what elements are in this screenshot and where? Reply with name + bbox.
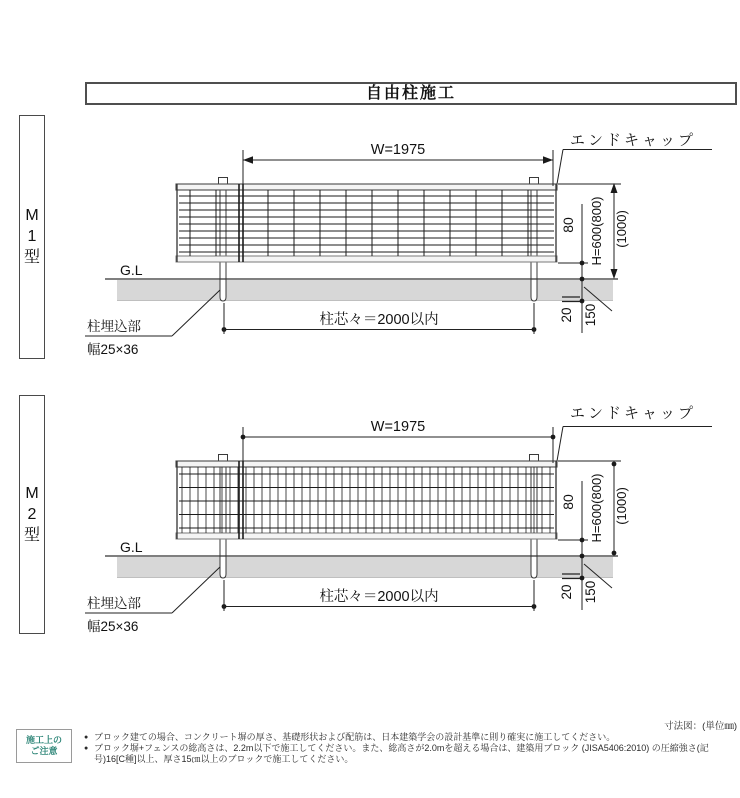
m2-model-label: [19, 395, 45, 634]
m2-ground-level-label: G.L: [120, 539, 143, 555]
note-text: ブロック建ての場合、コンクリート塀の厚さ、基礎形状および配筋は、日本建築学会の設計基準に則り確実に施工してください。: [94, 732, 616, 742]
installation-notes: [84, 732, 736, 765]
m2-post-embed-label-1: 柱埋込部: [87, 596, 141, 611]
m2-post-embed-label-2: 幅25×36: [87, 619, 139, 634]
bullet-icon: ●: [84, 745, 89, 752]
page-title: 自由柱施工: [85, 82, 737, 105]
m1-height-dim-alt-label: (1000): [614, 210, 629, 248]
m1-dim-150-label: 150: [583, 303, 598, 327]
caution-label-line2: ご注意: [30, 746, 58, 756]
note-item: [84, 743, 736, 765]
m2-dim-80-label: 80: [560, 494, 576, 510]
m1-width-dim-label: W=1975: [370, 142, 426, 158]
m1-endcap-label: エンドキャップ: [570, 132, 697, 149]
m1-post-embed-label-2: 幅25×36: [87, 342, 139, 357]
m2-height-dim-alt-label: (1000): [614, 487, 629, 525]
m2-dim-20-label: 20: [559, 584, 574, 600]
m1-char-1: M: [25, 207, 39, 224]
m2-char-3: 型: [23, 526, 40, 544]
m2-dim-150-label: 150: [583, 580, 598, 604]
bullet-icon: ●: [84, 734, 89, 741]
m2-height-dim-label: H=600(800): [589, 473, 604, 543]
unit-note: 寸法図：(単位㎜): [664, 721, 737, 732]
m2-width-dim-label: W=1975: [370, 419, 426, 435]
note-text: ブロック塀+フェンスの総高さは、2.2m以下で施工してください。また、総高さが2.0mを超える場合は、建築用ブロック (JISA5406:2010) の圧縮強さ(記号)16[C種]以上、厚さ15㎝以上のブロックで施工してください。: [94, 743, 709, 764]
m1-ground-level-label: G.L: [120, 262, 143, 278]
m2-endcap-label: エンドキャップ: [570, 405, 697, 422]
m1-height-dim-label: H=600(800): [589, 196, 604, 266]
m1-post-embed-label-1: 柱埋込部: [87, 319, 141, 334]
m1-dim-20-label: 20: [559, 307, 574, 323]
caution-label: [16, 729, 72, 763]
m1-post-pitch-label: 柱芯々＝2000以内: [319, 312, 439, 328]
m2-char-2: 2: [27, 505, 37, 523]
m1-dim-80-label: 80: [560, 217, 576, 233]
m1-char-3: 型: [23, 249, 40, 266]
m1-char-2: 1: [27, 228, 37, 245]
m2-post-pitch-label: 柱芯々＝2000以内: [319, 589, 439, 605]
note-item: [84, 732, 736, 743]
m1-model-label: [19, 115, 45, 359]
caution-label-line1: 施工上の: [25, 735, 62, 745]
m2-char-1: M: [25, 484, 39, 502]
